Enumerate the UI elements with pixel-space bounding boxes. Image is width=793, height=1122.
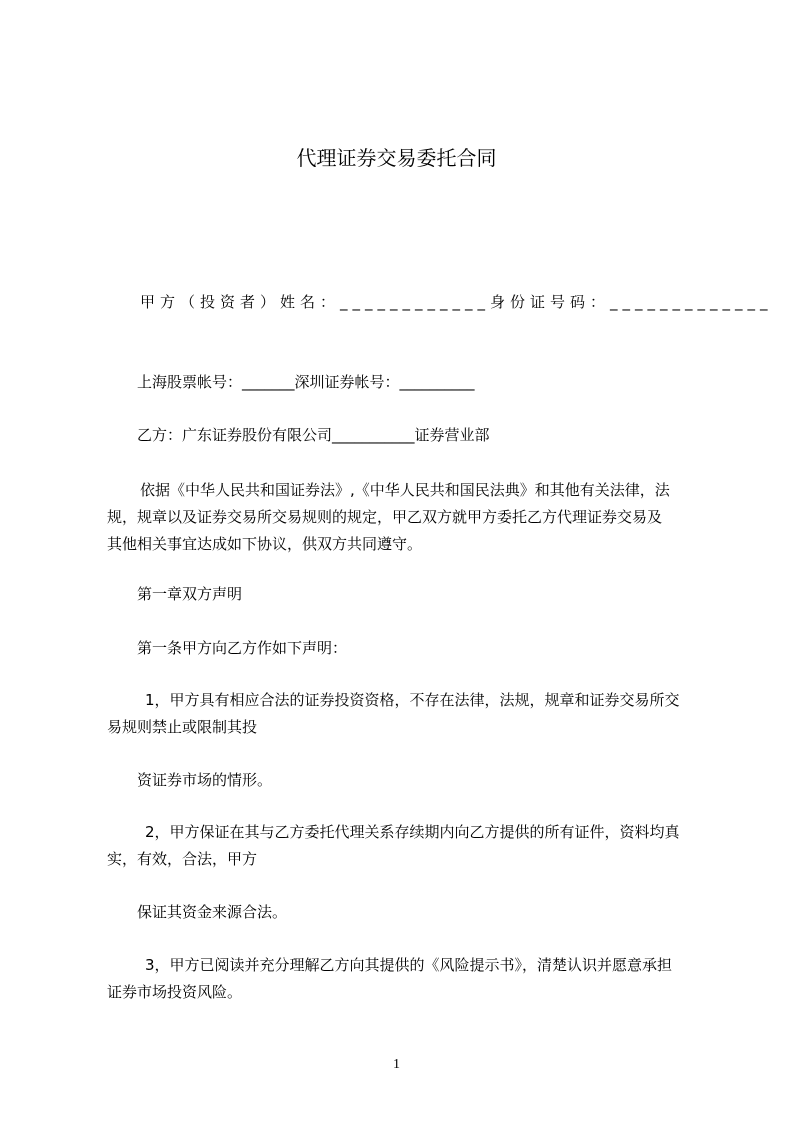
article-heading: 第一条甲方向乙方作如下声明： [137,639,348,657]
item-3-line-1: 3，甲方已阅读并充分理解乙方向其提供的《风险提示书》，清楚认识并愿意承担 [145,956,673,974]
item-1-line-1: 1，甲方具有相应合法的证券投资资格，不存在法律，法规，规章和证券交易所交 [145,691,680,709]
item-3-line-2: 证券市场投资风险。 [107,983,243,1001]
document-title: 代理证券交易委托合同 [296,146,497,170]
page-number: 1 [393,1057,400,1072]
preamble-line-3: 其他相关事宜达成如下协议，供双方共同遵守。 [107,535,423,553]
chapter-heading: 第一章双方声明 [137,585,243,603]
item-2-continuation: 保证其资金来源合法。 [137,903,288,921]
account-numbers-line: 上海股票帐号：_______深圳证券帐号：__________ [137,373,475,391]
party-b-line: 乙方：广东证券股份有限公司___________证券营业部 [137,426,490,444]
preamble-line-1: 依据《中华人民共和国证券法》,《中华人民共和国民法典》和其他有关法律，法 [140,481,670,499]
item-2-line-1: 2，甲方保证在其与乙方委托代理关系存续期内向乙方提供的所有证件，资料均真 [145,823,680,841]
item-1-line-2: 易规则禁止或限制其投 [107,718,258,736]
preamble-line-2: 规，规章以及证券交易所交易规则的规定，甲乙双方就甲方委托乙方代理证券交易及 [107,508,663,526]
party-a-line: 甲方（投资者）姓名：____________身份证号码：_____________ [140,293,773,311]
item-1-continuation: 资证券市场的情形。 [137,771,273,789]
item-2-line-2: 实，有效，合法，甲方 [107,850,258,868]
